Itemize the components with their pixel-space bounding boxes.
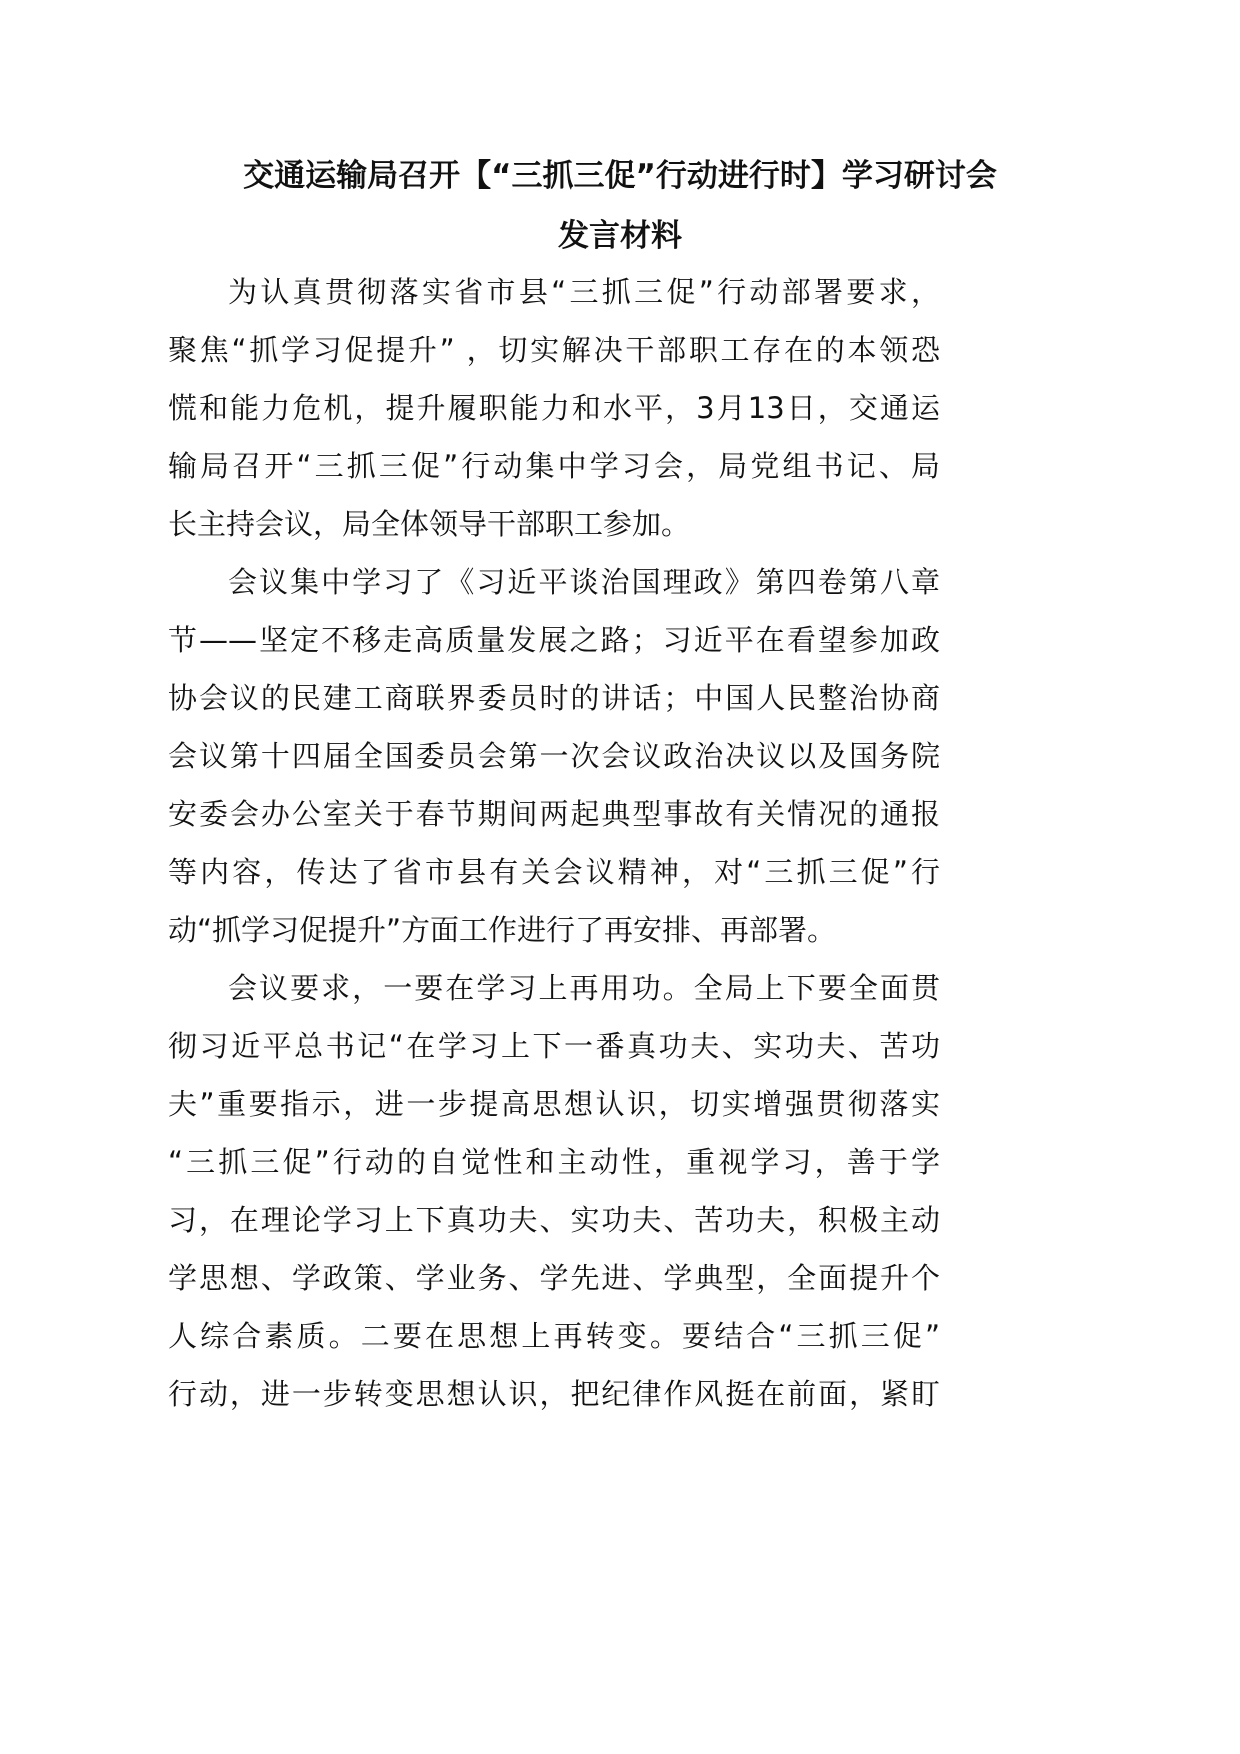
- text-line: 学思想、学政策、学业务、学先进、学典型，全面提升个: [168, 1261, 940, 1295]
- paragraph-2: [168, 562, 940, 968]
- document-title-line-2: 发言材料: [558, 218, 682, 254]
- text-line: 习，在理论学习上下真功夫、实功夫、苦功夫，积极主动: [168, 1203, 940, 1237]
- text-line: 慌和能力危机，提升履职能力和水平，3月13日，交通运: [168, 391, 940, 425]
- text-line: 会议第十四届全国委员会第一次会议政治决议以及国务院: [168, 739, 940, 773]
- document-title-line-1: 交通运输局召开【“三抓三促”行动进行时】学习研讨会: [243, 158, 997, 194]
- text-line: 人综合素质。二要在思想上再转变。要结合“三抓三促”: [168, 1319, 940, 1353]
- text-line: 长主持会议，局全体领导干部职工参加。: [168, 507, 691, 541]
- text-line: 节——坚定不移走高质量发展之路；习近平在看望参加政: [168, 623, 940, 657]
- text-line: 为认真贯彻落实省市县“三抓三促”行动部署要求，: [228, 275, 940, 309]
- text-line: 聚焦“抓学习促提升” ，切实解决干部职工存在的本领恐: [168, 333, 940, 367]
- paragraph-1: [168, 272, 940, 562]
- text-line: 会议要求，一要在学习上再用功。全局上下要全面贯: [228, 971, 940, 1005]
- text-line: 彻习近平总书记“在学习上下一番真功夫、实功夫、苦功: [168, 1029, 940, 1063]
- text-line: 夫”重要指示，进一步提高思想认识，切实增强贯彻落实: [168, 1087, 940, 1121]
- text-line: 动“抓学习促提升”方面工作进行了再安排、再部署。: [168, 913, 837, 947]
- text-line: 协会议的民建工商联界委员时的讲话；中国人民整治协商: [168, 681, 940, 715]
- text-line: 会议集中学习了《习近平谈治国理政》第四卷第八章: [228, 565, 940, 599]
- text-line: 输局召开“三抓三促”行动集中学习会，局党组书记、局: [168, 449, 940, 483]
- text-line: “三抓三促”行动的自觉性和主动性，重视学习，善于学: [168, 1145, 940, 1179]
- text-line: 安委会办公室关于春节期间两起典型事故有关情况的通报: [168, 797, 940, 831]
- paragraph-3: [168, 968, 940, 1432]
- document-body: [168, 272, 940, 1432]
- text-line: 等内容，传达了省市县有关会议精神，对“三抓三促”行: [168, 855, 940, 889]
- text-line: 行动，进一步转变思想认识，把纪律作风挺在前面，紧盯: [168, 1377, 940, 1411]
